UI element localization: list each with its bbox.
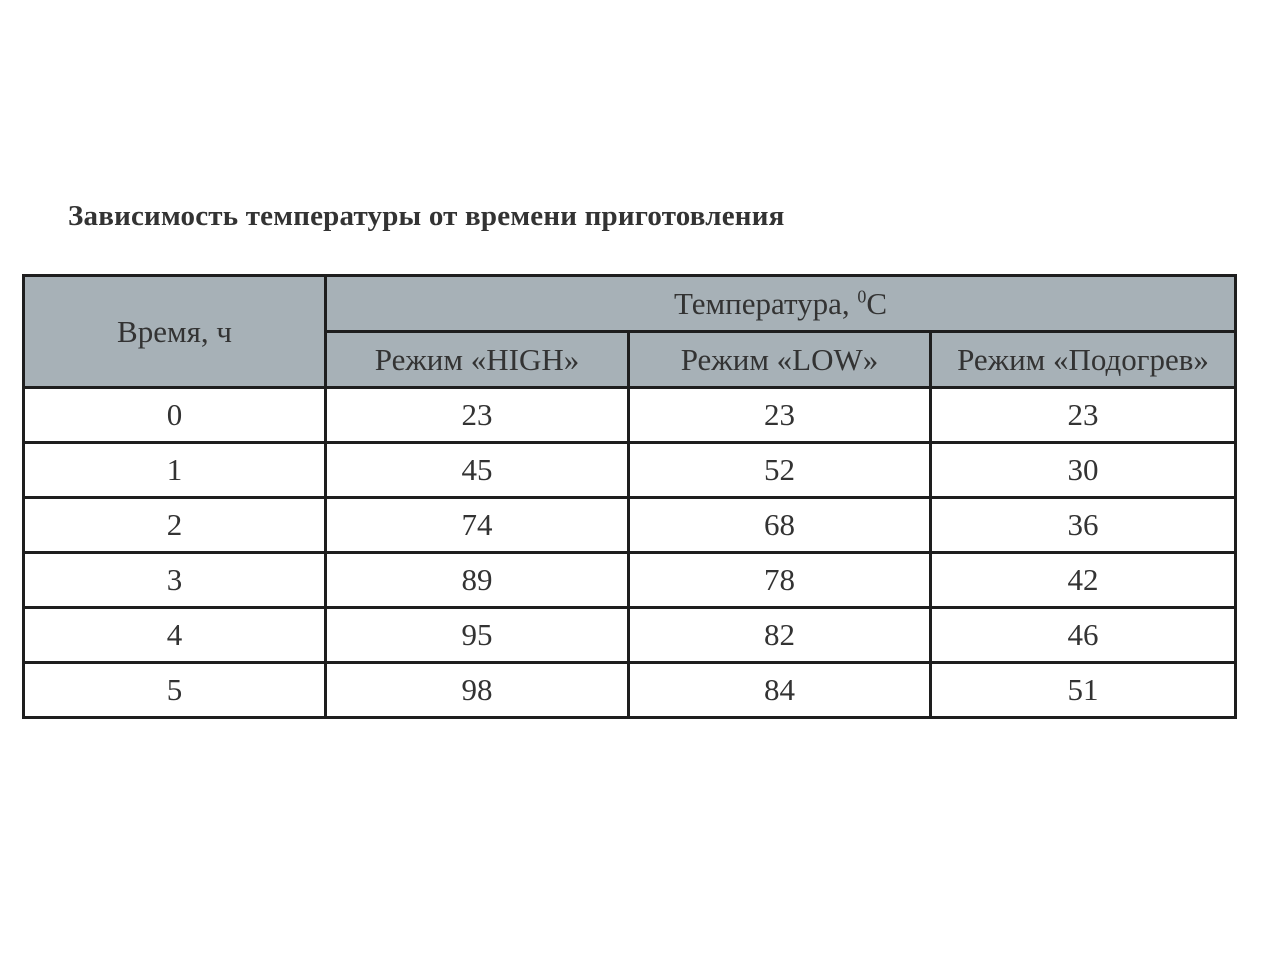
table-row (24, 443, 1236, 498)
temperature-unit: С (866, 285, 888, 321)
warm-cell: 30 (931, 443, 1236, 498)
temperature-header-label: Температура, (674, 285, 858, 321)
time-cell: 3 (24, 553, 326, 608)
degree-superscript: 0 (857, 286, 867, 307)
high-cell: 74 (326, 498, 629, 553)
table-row (24, 663, 1236, 718)
table-row (24, 608, 1236, 663)
high-cell: 23 (326, 388, 629, 443)
table-row (24, 553, 1236, 608)
warm-cell: 36 (931, 498, 1236, 553)
mode-header-high: Режим «HIGH» (326, 332, 629, 388)
temperature-group-header (326, 276, 1236, 332)
time-cell: 5 (24, 663, 326, 718)
table-header (24, 276, 1236, 388)
low-cell: 84 (629, 663, 931, 718)
time-column-header: Время, ч (24, 276, 326, 388)
low-cell: 78 (629, 553, 931, 608)
table-body (24, 388, 1236, 718)
table-row (24, 498, 1236, 553)
high-cell: 98 (326, 663, 629, 718)
warm-cell: 46 (931, 608, 1236, 663)
low-cell: 52 (629, 443, 931, 498)
high-cell: 95 (326, 608, 629, 663)
header-row-top (24, 276, 1236, 332)
warm-cell: 51 (931, 663, 1236, 718)
low-cell: 82 (629, 608, 931, 663)
warm-cell: 42 (931, 553, 1236, 608)
low-cell: 68 (629, 498, 931, 553)
high-cell: 45 (326, 443, 629, 498)
time-cell: 4 (24, 608, 326, 663)
table-title: Зависимость температуры от времени приготовления (68, 200, 785, 232)
mode-header-warm: Режим «Подогрев» (931, 332, 1236, 388)
low-cell: 23 (629, 388, 931, 443)
time-cell: 0 (24, 388, 326, 443)
temperature-table (22, 274, 1237, 719)
time-cell: 2 (24, 498, 326, 553)
high-cell: 89 (326, 553, 629, 608)
warm-cell: 23 (931, 388, 1236, 443)
table-row (24, 388, 1236, 443)
mode-header-low: Режим «LOW» (629, 332, 931, 388)
time-cell: 1 (24, 443, 326, 498)
